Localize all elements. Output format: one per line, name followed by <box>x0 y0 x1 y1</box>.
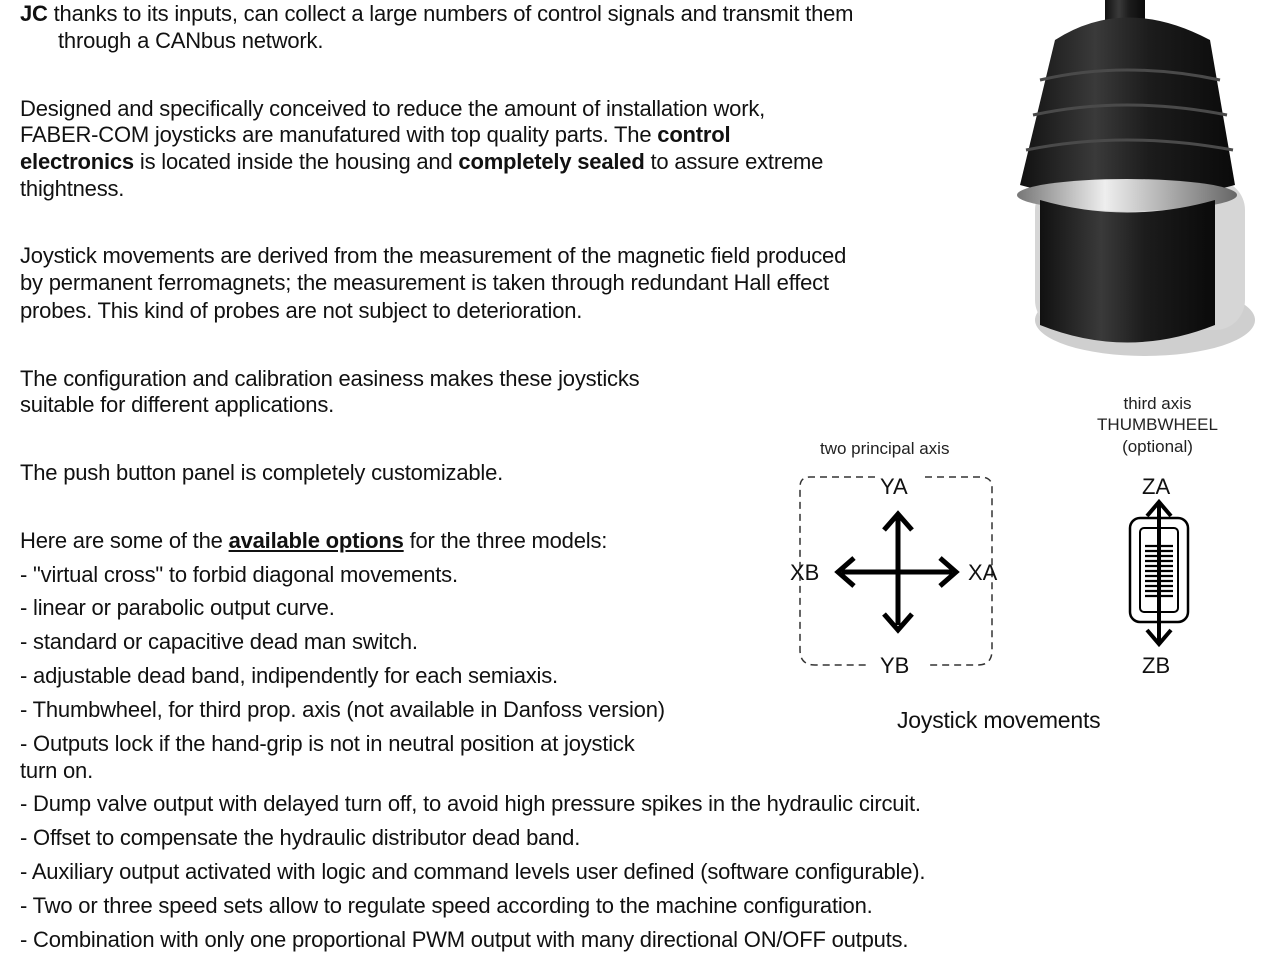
axis-label-xa: XA <box>968 560 998 585</box>
list-item: - Offset to compensate the hydraulic distributor dead band. <box>20 825 581 850</box>
list-item: - Two or three speed sets allow to regulate speed according to the machine configuration. <box>20 893 873 918</box>
list-item: - Dump valve output with delayed turn off, to avoid high pressure spikes in the hydraulic circuit. <box>20 791 921 816</box>
intro-lead-rest: thanks to its inputs, can collect a large numbers of control signals and transmit them <box>47 1 854 26</box>
intro-lead-bold: JC <box>20 1 48 26</box>
design-line-3-bold-a: electronics <box>20 149 134 174</box>
list-item: turn on. <box>20 758 94 783</box>
axis-label-zb: ZB <box>1142 653 1171 678</box>
options-intro-a: Here are some of the <box>20 528 229 553</box>
design-line-3-text-d: to assure extreme <box>644 149 824 174</box>
movement-line-1: Joystick movements are derived from the measurement of the magnetic field produced <box>20 243 847 268</box>
third-axis-caption-3: (optional) <box>1122 437 1193 456</box>
list-item: - adjustable dead band, indipendently for each semiaxis. <box>20 663 558 688</box>
design-line-3 <box>20 148 823 175</box>
list-item: - Combination with only one proportional PWM output with many directional ON/OFF outputs. <box>20 927 909 952</box>
axis-label-xb: XB <box>790 560 820 585</box>
diagram-title: Joystick movements <box>897 707 1101 733</box>
options-intro-c: for the three models: <box>403 528 608 553</box>
list-item: - Outputs lock if the hand-grip is not in neutral position at joystick <box>20 731 635 756</box>
design-line-2-text: FABER-COM joysticks are manufatured with top quality parts. The <box>20 122 658 147</box>
config-line-2: suitable for different applications. <box>20 392 335 417</box>
axis-diagram <box>780 470 1240 680</box>
axis-label-za: ZA <box>1142 474 1171 499</box>
movement-line-2: by permanent ferromagnets; the measurement is taken through redundant Hall effect <box>20 270 829 295</box>
list-item: - standard or capacitive dead man switch. <box>20 629 418 654</box>
design-line-1: Designed and specifically conceived to reduce the amount of installation work, <box>20 96 766 121</box>
panel-paragraph: The push button panel is completely customizable. <box>20 460 504 485</box>
list-item: - "virtual cross" to forbid diagonal movements. <box>20 562 458 587</box>
axis-label-yb: YB <box>880 653 910 678</box>
design-line-3-bold-c: completely sealed <box>458 149 645 174</box>
options-intro-link: available options <box>228 528 404 553</box>
list-item: - Thumbwheel, for third prop. axis (not available in Danfoss version) <box>20 697 665 722</box>
options-intro <box>20 527 607 554</box>
axis-label-ya: YA <box>880 474 908 499</box>
design-line-4: thightness. <box>20 176 125 201</box>
movement-line-3: probes. This kind of probes are not subject to deterioration. <box>20 298 583 323</box>
intro-line-1 <box>20 0 853 27</box>
config-line-1: The configuration and calibration easiness makes these joysticks <box>20 366 640 391</box>
third-axis-caption-2: THUMBWHEEL <box>1097 415 1218 434</box>
design-line-2-bold: control <box>657 122 731 147</box>
joystick-photo <box>995 0 1265 360</box>
design-line-2 <box>20 121 730 148</box>
list-item: - linear or parabolic output curve. <box>20 595 335 620</box>
third-axis-caption-1: third axis <box>1123 394 1192 413</box>
design-line-3-text-b: is located inside the housing and <box>133 149 459 174</box>
principal-axis-caption: two principal axis <box>820 439 950 458</box>
list-item: - Auxiliary output activated with logic and command levels user defined (software configurable). <box>20 859 926 884</box>
intro-line-2: through a CANbus network. <box>58 28 324 53</box>
